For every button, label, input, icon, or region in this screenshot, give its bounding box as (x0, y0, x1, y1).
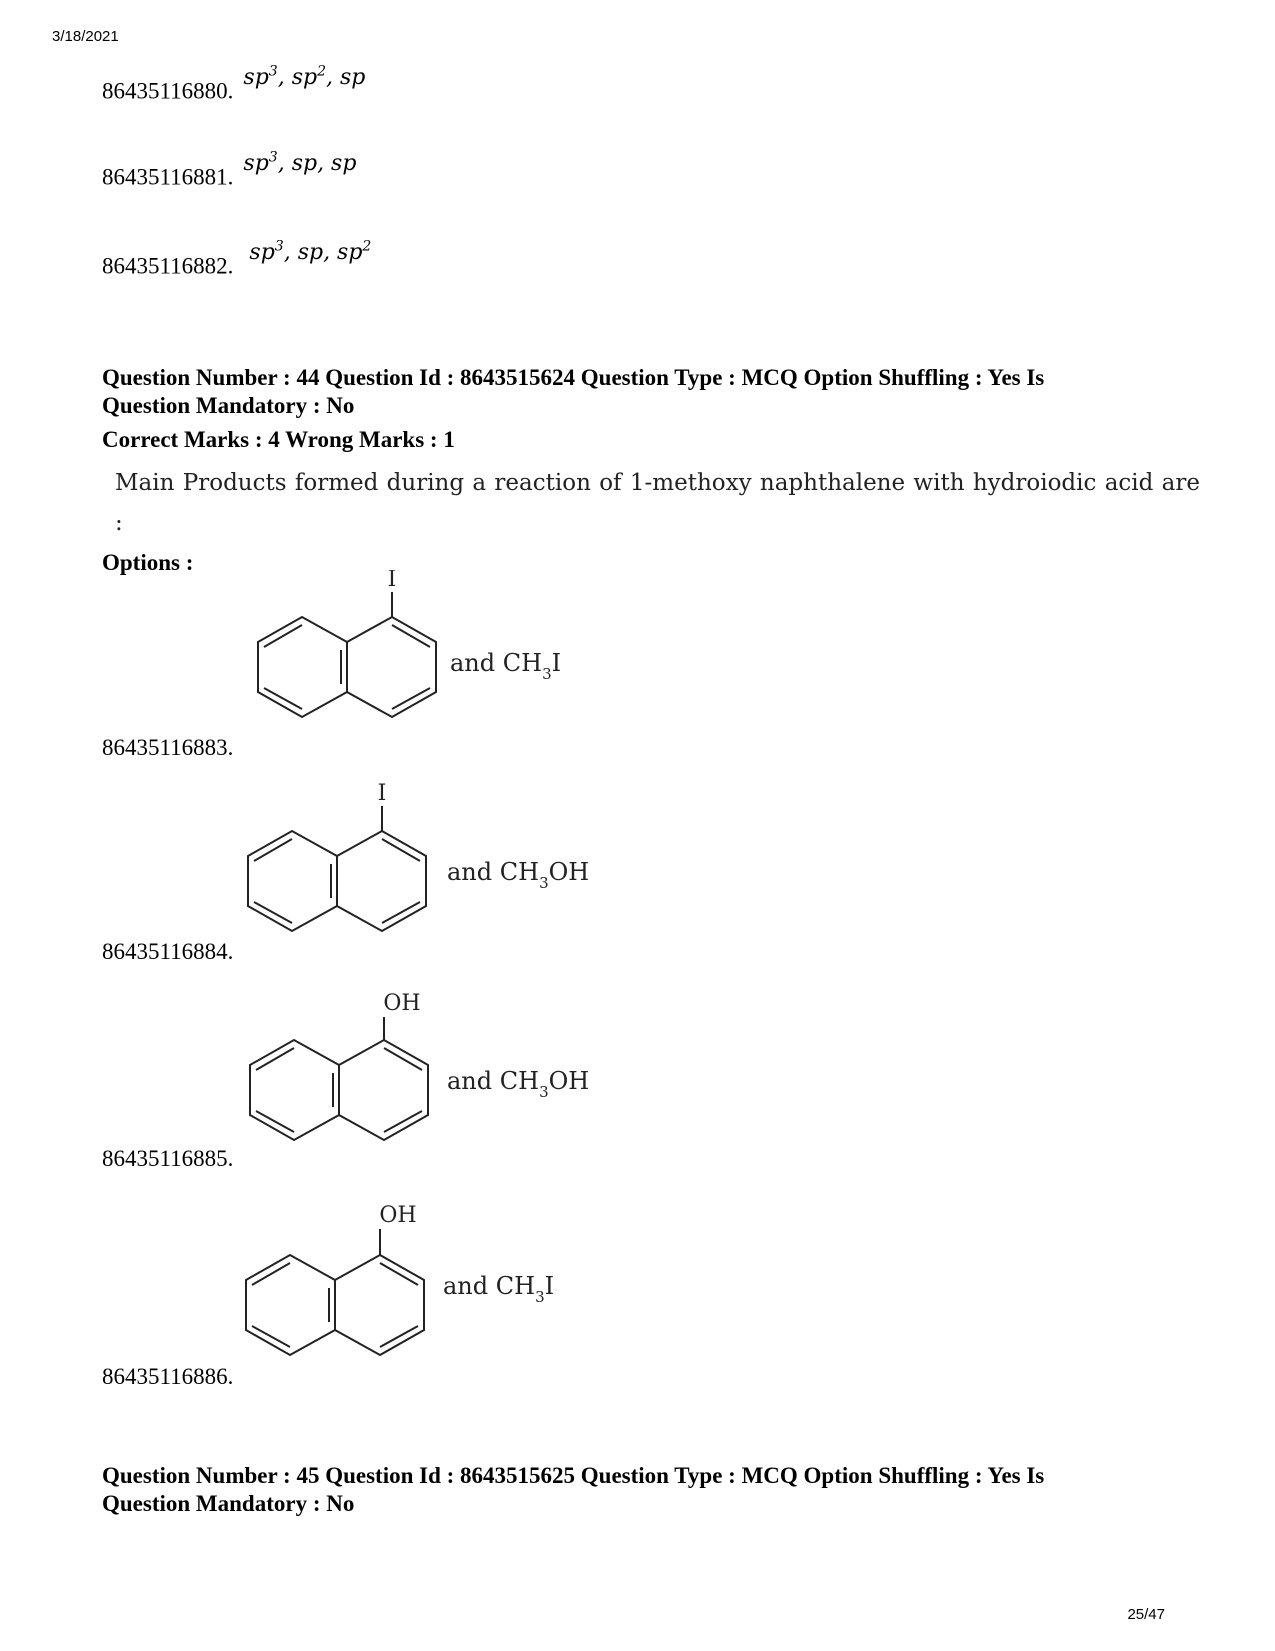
product-label: and $CH_3OH$ (447, 1067, 590, 1101)
question-44-text: Main Products formed during a reaction of 1-methoxy naphthalene with hydroiodic acid are : (115, 470, 1200, 536)
substituent-label: I (387, 570, 397, 592)
page-number: 25/47 (1127, 1606, 1165, 1623)
substituent-label: OH (379, 1203, 417, 1228)
naphthalene-structure (238, 1195, 608, 1365)
option-value: $sp^3$, sp, sp (243, 150, 357, 177)
product-label: and $CH_3I$ (450, 649, 562, 683)
substituent-label: OH (383, 991, 421, 1016)
print-date: 3/18/2021 (52, 28, 119, 45)
option-item (102, 239, 372, 279)
option-item (102, 150, 357, 190)
options-label: Options : (102, 550, 194, 575)
option-id: 86435116883. (102, 735, 234, 760)
product-label: and $CH_3I$ (443, 1272, 555, 1306)
option-id: 86435116886. (102, 1364, 234, 1389)
naphthalene-structure (240, 776, 610, 936)
option-id: 86435116881. (102, 164, 234, 190)
question-44-header: Question Number : 44 Question Id : 8643515624 Question Type : MCQ Option Shuffling : Yes Is Question Mandatory : No (102, 365, 1045, 418)
option-id: 86435116882. (102, 253, 234, 279)
naphthalene-structure (242, 985, 612, 1145)
option-value: $sp^3$, $sp^2$, sp (243, 64, 366, 91)
naphthalene-structure (250, 570, 610, 730)
option-id: 86435116885. (102, 1146, 234, 1171)
question-45-header: Question Number : 45 Question Id : 8643515625 Question Type : MCQ Option Shuffling : Yes Is Question Mandatory : No (102, 1463, 1045, 1516)
option-item (102, 64, 366, 104)
product-label: and $CH_3OH$ (447, 858, 590, 892)
question-44-marks: Correct Marks : 4 Wrong Marks : 1 (102, 427, 455, 452)
option-id: 86435116880. (102, 78, 234, 104)
substituent-label: I (377, 781, 387, 806)
option-id: 86435116884. (102, 939, 234, 964)
option-value: $sp^3$, sp, $sp^2$ (249, 239, 372, 266)
